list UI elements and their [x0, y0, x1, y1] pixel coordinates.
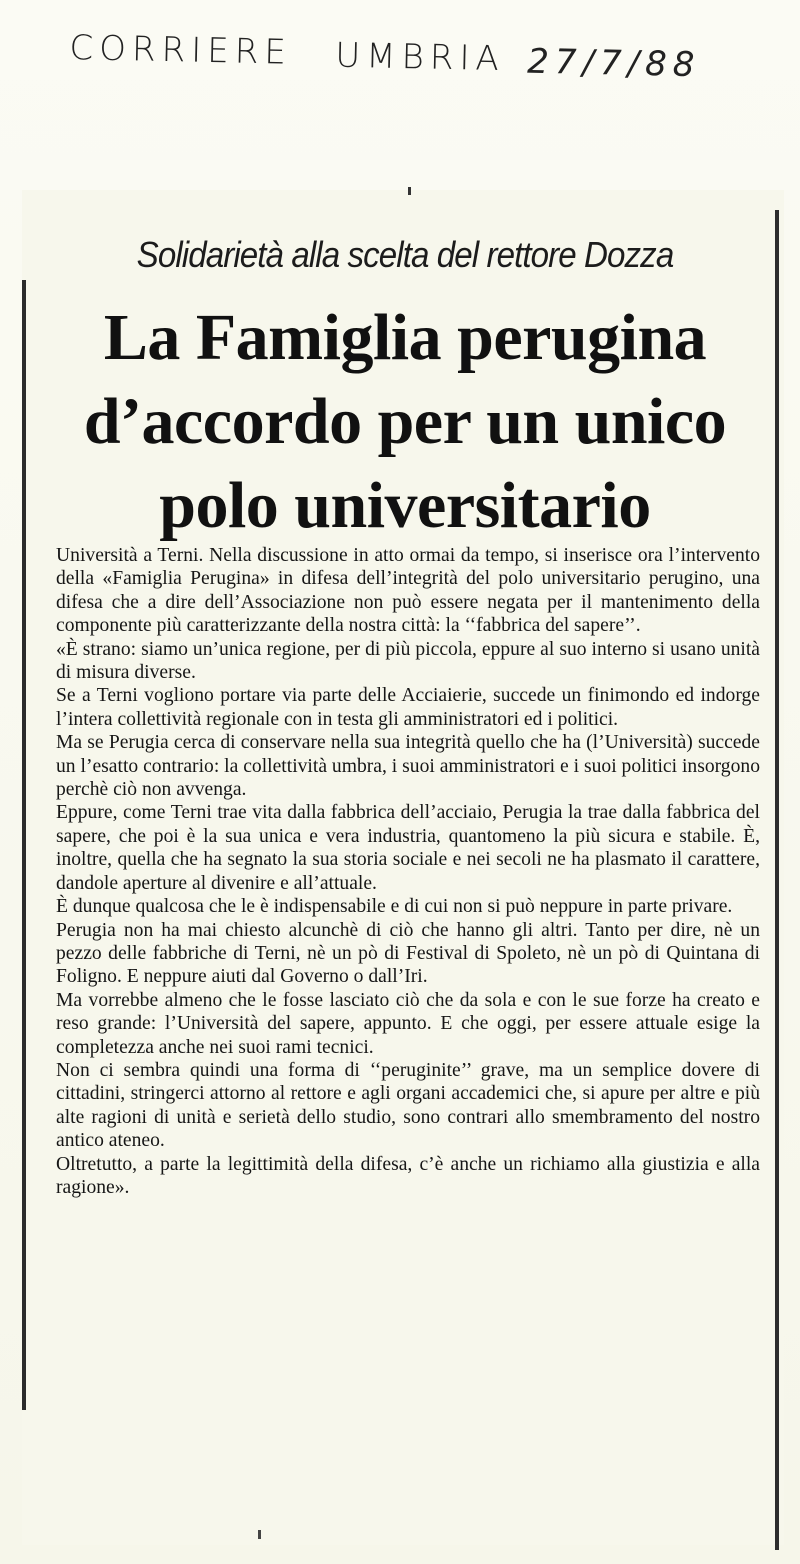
handwritten-date: 27/7/88 [526, 41, 701, 86]
article-subtitle: Solidarietà alla scelta del rettore Dozza [136, 234, 674, 275]
article-paragraph: Università a Terni. Nella discussione in atto ormai da tempo, si inserisce ora l’intervento della «Famiglia Perugina» in difesa dell’integrità del polo universitario perugino, una difesa che a dire dell’Associazione non può essere negata per il mantenimento della componente più caratterizzante della nostra città: la ‘‘fabbrica del sapere’’. [56, 545, 760, 637]
headline-line: d’accordo per un unico [83, 385, 727, 458]
article-paragraph: Ma vorrebbe almeno che le fosse lasciato ciò che da sola e con le sue forze ha creato e reso grande: l’Università del sapere, appunto. E che oggi, per essere attuale esige la completezza anche nei suoi rami tecnici. [56, 989, 760, 1058]
handwritten-region-name: UMBRIA [334, 35, 506, 80]
headline-line: La Famiglia perugina [103, 301, 707, 374]
clipping-left-border [22, 280, 26, 1410]
clipping-right-border [775, 210, 779, 1550]
article-body [56, 544, 760, 1199]
article-paragraph: Eppure, come Terni trae vita dalla fabbrica dell’acciaio, Perugia la trae dalla fabbrica del sapere, che poi è la sua unica e vera industria, quantomeno la più sicura e stabile. È, inoltre, quella che ha segnato la sua storia sociale e nei secoli ne ha plasmato il carattere, dandole aperture al divenire e all’attuale. [56, 802, 760, 894]
article-paragraph: Ma se Perugia cerca di conservare nella sua integrità quello che ha (l’Università) succede un l’esatto contrario: la collettività umbra, i suoi amministratori e i suoi politici insorgono perchè ciò non avvenga. [56, 732, 760, 801]
print-speck [258, 1530, 261, 1539]
article-paragraph: Se a Terni vogliono portare via parte delle Acciaierie, succede un finimondo ed indorge l’intera collettività regionale con in testa gli amministratori ed i politici. [56, 685, 760, 730]
article-paragraph: «È strano: siamo un’unica regione, per di più piccola, eppure al suo interno si usano unità di misura diverse. [56, 638, 760, 684]
article-paragraph: Non ci sembra quindi una forma di ‘‘peruginite’’ grave, ma un semplice dovere di cittadini, stringerci attorno al rettore e agli organi accademici che, si apure per altre e più alte ragioni di unità e serietà dello studio, sono contrari allo smembramento del nostro antico ateneo. [56, 1059, 760, 1152]
article-headline [40, 296, 770, 548]
article-paragraph: È dunque qualcosa che le è indispensabile e di cui non si può neppure in parte privare. [56, 896, 733, 918]
article-paragraph: Perugia non ha mai chiesto alcunchè di ciò che hanno gli altri. Tanto per dire, nè un pezzo delle fabbriche di Terni, nè un pò di Festival di Spoleto, nè un pò di Quintana di Foligno. E neppure aiuti dal Governo o dall’Iri. [56, 919, 760, 988]
handwritten-newspaper-name: CORRIERE [69, 27, 293, 73]
print-speck [408, 187, 411, 195]
headline-line: polo universitario [159, 469, 651, 542]
handwritten-source-note [69, 22, 750, 96]
article-paragraph: Oltretutto, a parte la legittimità della difesa, c’è anche un richiamo alla giustizia e alla ragione». [56, 1153, 760, 1198]
